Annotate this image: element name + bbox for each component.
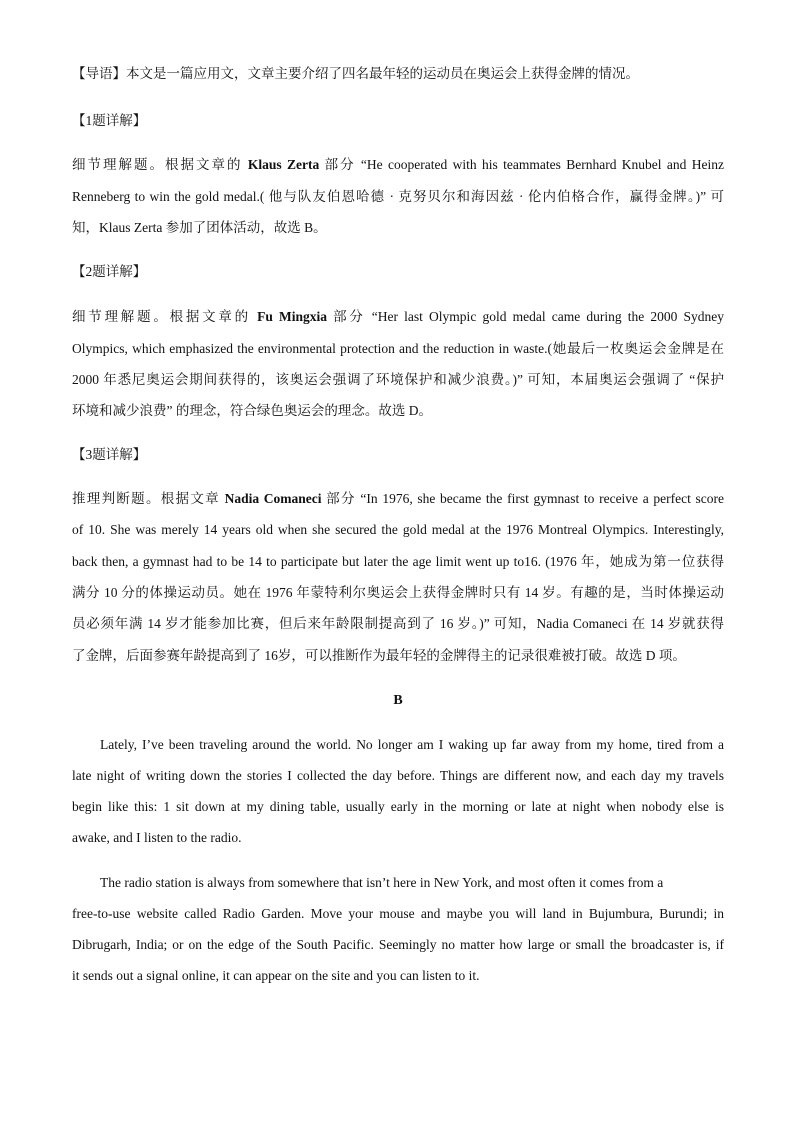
q3-line-1-suffix: 部分 “In 1976, she became the first gymnast to receive a perfect score <box>321 491 724 506</box>
section-b-title: B <box>393 693 403 708</box>
q2-line-1-prefix: 细节理解题。根据文章的 <box>72 309 258 324</box>
para2-line-4: it sends out a signal online, it can appear on the site and you can listen to it. <box>72 968 480 983</box>
q2-line-4: 环境和减少浪费” 的理念，符合绿色奥运会的理念。故选 D。 <box>72 403 432 418</box>
para2-line-1: The radio station is always from somewhere that isn’t here in New York, and most often it comes from a <box>100 875 664 890</box>
q3-heading: 【3题详解】 <box>72 447 147 462</box>
q2-line-3: 2000 年悉尼奥运会期间获得的，该奥运会强调了环境保护和减少浪费。)” 可知，本届奥运会强调了 “保护 <box>72 372 724 387</box>
q2-section-name: Fu Mingxia <box>257 309 327 324</box>
para1-line-1: Lately, I’ve been traveling around the world. No longer am I waking up far away from my home, tired from a <box>100 737 724 752</box>
para2-line-2: free-to-use website called Radio Garden. Move your mouse and maybe you will land in Bujumbura, Burundi; in <box>72 906 724 921</box>
q3-line-6: 了金牌，后面参赛年龄提高到了 16岁，可以推断作为最年轻的金牌得主的记录很难被打破。故选 D 项。 <box>72 648 686 663</box>
q3-line-2: of 10. She was merely 14 years old when she secured the gold medal at the 1976 Montreal Olympics. Interestingly, <box>72 522 724 537</box>
q2-line-1-suffix: 部分 “Her last Olympic gold medal came during the 2000 Sydney <box>326 309 724 324</box>
q1-line-2: Renneberg to win the gold medal.( 他与队友伯恩哈德 · 克努贝尔和海因兹 · 伦内伯格合作，赢得金牌。)” 可 <box>72 189 724 204</box>
q3-section-name: Nadia Comaneci <box>224 491 322 506</box>
para1-line-2: late night of writing down the stories I collected the day before. Things are different now, and each day my travels <box>72 768 724 783</box>
q1-line-3: 知，Klaus Zerta 参加了团体活动，故选 B。 <box>72 220 327 235</box>
q2-heading: 【2题详解】 <box>72 264 147 279</box>
q3-line-1 <box>72 489 724 509</box>
q1-line-1-prefix: 细节理解题。根据文章的 <box>72 157 248 172</box>
q1-heading: 【1题详解】 <box>72 113 147 128</box>
q2-line-1 <box>72 307 724 327</box>
para1-line-3: begin like this: 1 sit down at my dining table, usually early in the morning or late at night when nobody else is <box>72 799 724 814</box>
para2-line-3: Dibrugarh, India; or on the edge of the South Pacific. Seemingly no matter how large or small the broadcaster is, if <box>72 937 724 952</box>
q3-line-1-prefix: 推理判断题。根据文章 <box>72 491 225 506</box>
para1-line-4: awake, and I listen to the radio. <box>72 830 242 845</box>
intro-text: 【导语】本文是一篇应用文，文章主要介绍了四名最年轻的运动员在奥运会上获得金牌的情况。 <box>72 66 639 81</box>
q3-line-3: back then, a gymnast had to be 14 to participate but later the age limit went up to16. (1976 年，她成为第一位获得 <box>72 554 724 569</box>
q3-line-4: 满分 10 分的体操运动员。她在 1976 年蒙特利尔奥运会上获得金牌时只有 14 岁。有趣的是，当时体操运动 <box>72 585 724 600</box>
q1-line-1 <box>72 155 724 175</box>
q3-line-5: 员必须年满 14 岁才能参加比赛，但后来年龄限制提高到了 16 岁。)” 可知，Nadia Comaneci 在 14 岁就获得 <box>72 616 724 631</box>
q1-section-name: Klaus Zerta <box>247 157 320 172</box>
q2-line-2: Olympics, which emphasized the environmental protection and the reduction in waste.(她最后一枚奥运会金牌是在 <box>72 341 724 356</box>
q1-line-1-suffix: 部分 “He cooperated with his teammates Bernhard Knubel and Heinz <box>319 157 724 172</box>
